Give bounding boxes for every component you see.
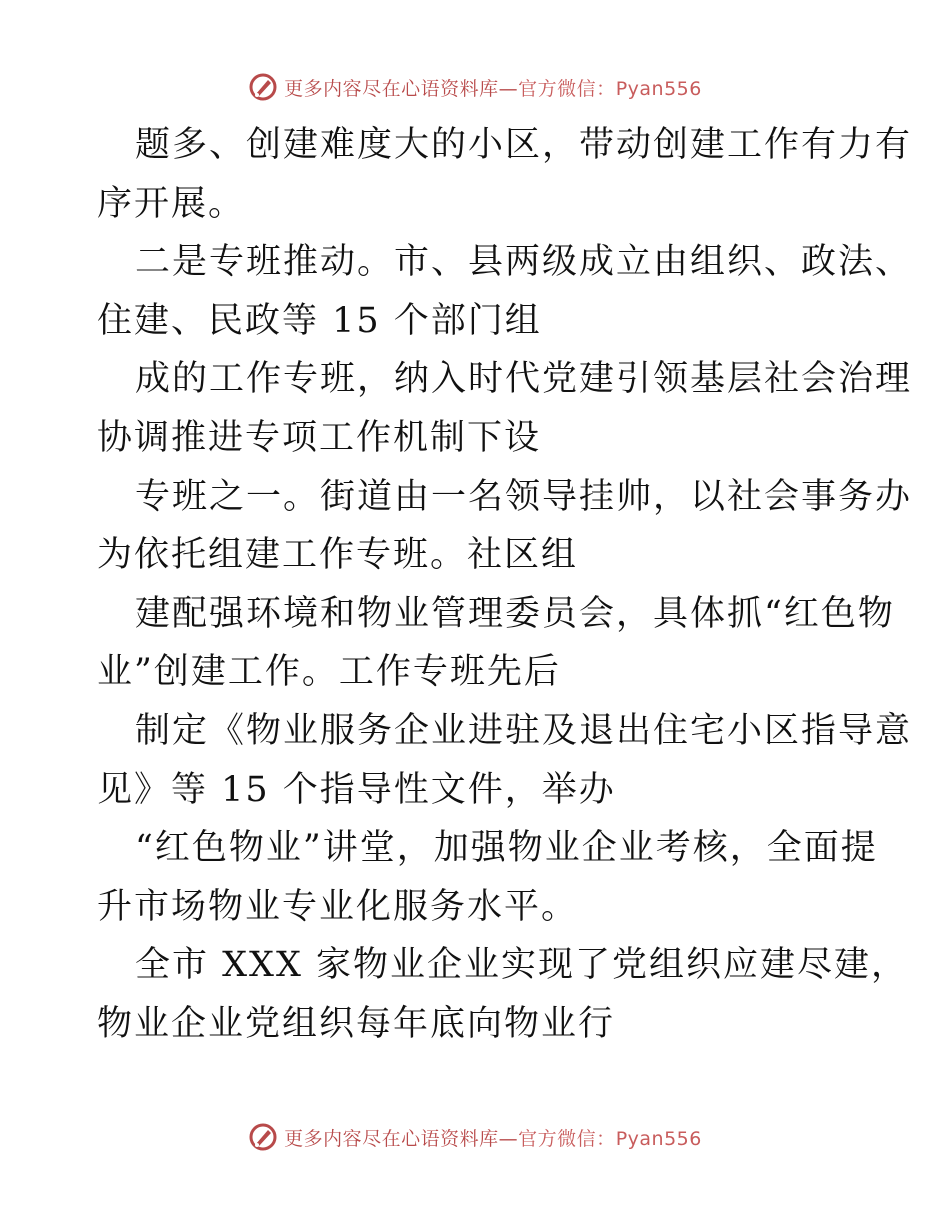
page-header-banner	[0, 72, 950, 102]
body-line: 协调推进专项工作机制下设	[97, 417, 542, 458]
body-line: “红色物业”讲堂，加强物业企业考核，全面提	[135, 828, 878, 869]
body-line: 业”创建工作。工作专班先后	[97, 652, 561, 693]
body-line: 题多、创建难度大的小区，带动创建工作有力有	[135, 125, 913, 165]
banner-separator: —	[498, 1127, 519, 1150]
body-line: 序开展。	[97, 183, 246, 224]
body-line: 制定《物业服务企业进驻及退出住宅小区指导意	[135, 710, 913, 751]
banner-text	[284, 74, 702, 101]
document-body	[97, 116, 913, 1054]
banner-wechat-label: 官方微信：	[518, 77, 616, 100]
pen-logo-icon	[248, 72, 278, 102]
body-line: 为依托组建工作专班。社区组	[97, 535, 579, 576]
body-line: 升市场物业专业化服务水平。	[97, 886, 579, 927]
banner-wechat-id: Pyan556	[615, 1127, 702, 1150]
banner-wechat-id: Pyan556	[615, 77, 702, 100]
pen-logo-icon	[248, 1122, 278, 1152]
banner-separator: —	[498, 77, 519, 100]
banner-wechat-label: 官方微信：	[518, 1127, 616, 1150]
body-line: 住建、民政等 15 个部门组	[97, 300, 542, 341]
body-line: 建配强环境和物业管理委员会，具体抓“红色物	[135, 593, 895, 634]
page-footer-banner	[0, 1122, 950, 1152]
banner-text	[284, 1124, 702, 1151]
body-line: 二是专班推动。市、县两级成立由组织、政法、	[135, 242, 913, 283]
body-line: 成的工作专班，纳入时代党建引领基层社会治理	[135, 359, 913, 400]
body-line: 专班之一。街道由一名领导挂帅，以社会事务办	[135, 476, 913, 517]
body-line: 物业企业党组织每年底向物业行	[97, 1003, 616, 1044]
body-line: 全市 XXX 家物业企业实现了党组织应建尽建，	[135, 945, 909, 986]
body-line: 见》等 15 个指导性文件，举办	[97, 769, 616, 810]
banner-site-name: 更多内容尽在心语资料库	[284, 1127, 499, 1150]
banner-site-name: 更多内容尽在心语资料库	[284, 77, 499, 100]
